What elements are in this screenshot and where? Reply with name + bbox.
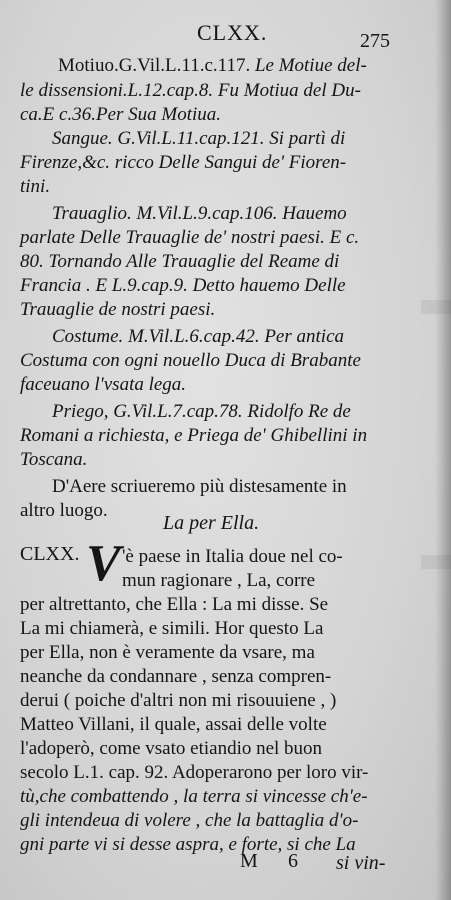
signature-mark: M <box>240 850 258 872</box>
entry-line: ca.E c.36.Per Sua Motiua. <box>20 104 222 125</box>
catchword: si vin- <box>336 852 386 874</box>
entry-line: altro luogo. <box>20 500 108 521</box>
body-line: 'è paese in Italia doue nel co- <box>122 546 343 567</box>
body-line: secolo L.1. cap. 92. Adoperarono per loro vir- <box>20 762 369 783</box>
entry-line: Francia . E L.9.cap.9. Detto hauemo Delle <box>20 275 346 296</box>
entry-line: Firenze,&c. ricco Delle Sangui de' Fioren- <box>20 152 347 173</box>
entry-line: faceuano l'vsata lega. <box>20 374 187 395</box>
body-line: La mi chiamerà, e simili. Hor questo La <box>20 618 324 639</box>
entry-line: Priego, G.Vil.L.7.cap.78. Ridolfo Re de <box>52 401 351 422</box>
body-line: per altrettanto, che Ella : La mi disse. Se <box>20 594 329 615</box>
body-line: neanche da condannare , senza compren- <box>20 666 332 687</box>
body-line: mun ragionare , La, corre <box>122 570 316 591</box>
entry-line: Trauaglio. M.Vil.L.9.cap.106. Hauemo <box>52 203 347 224</box>
body-line: l'adoperò, come vsato etiandio nel buon <box>20 738 323 759</box>
entry-line: 80. Tornando Alle Trauaglie del Reame di <box>20 251 340 272</box>
bleed-through-mark <box>421 555 451 569</box>
body-line: per Ella, non è veramente da vsare, ma <box>20 642 315 663</box>
body-line: derui ( poiche d'altri non mi risouuiene , ) <box>20 690 337 711</box>
page-spine-shadow <box>435 0 451 900</box>
running-head: CLXX. <box>197 20 268 45</box>
signature-number: 6 <box>288 850 298 872</box>
entry-line: Costume. M.Vil.L.6.cap.42. Per antica <box>52 326 345 347</box>
entry-line: Toscana. <box>20 449 88 470</box>
body-line: gli intendeua di volere , che la battaglia d'o- <box>20 810 359 831</box>
page-number: 275 <box>360 30 390 52</box>
entry-line: le dissensioni.L.12.cap.8. Fu Motiua del Du- <box>20 80 361 101</box>
entry-line: Costuma con ogni nouello Duca di Brabante <box>20 350 361 371</box>
bleed-through-mark <box>421 300 451 314</box>
entry-line: Trauaglie de nostri paesi. <box>20 299 216 320</box>
entry-line: Motiuo.G.Vil.L.11.c.117. Le Motiue del- <box>58 55 367 76</box>
entry-line: D'Aere scriueremo più distesamente in <box>52 476 347 497</box>
drop-cap: V <box>86 535 121 592</box>
section-number: CLXX. <box>20 543 80 565</box>
entry-line: parlate Delle Trauaglie de' nostri paesi. E c. <box>20 227 360 248</box>
body-line: Matteo Villani, il quale, assai delle volte <box>20 714 327 735</box>
entry-line: tini. <box>20 176 51 197</box>
section-subtitle: La per Ella. <box>163 512 260 534</box>
body-line: gni parte vi si desse aspra, e forte, si che La <box>20 834 356 855</box>
body-line: tù,che combattendo , la terra si vincesse ch'e- <box>20 786 368 807</box>
entry-line: Sangue. G.Vil.L.11.cap.121. Si partì di <box>52 128 346 149</box>
entry-line: Romani a richiesta, e Priega de' Ghibellini in <box>20 425 368 446</box>
